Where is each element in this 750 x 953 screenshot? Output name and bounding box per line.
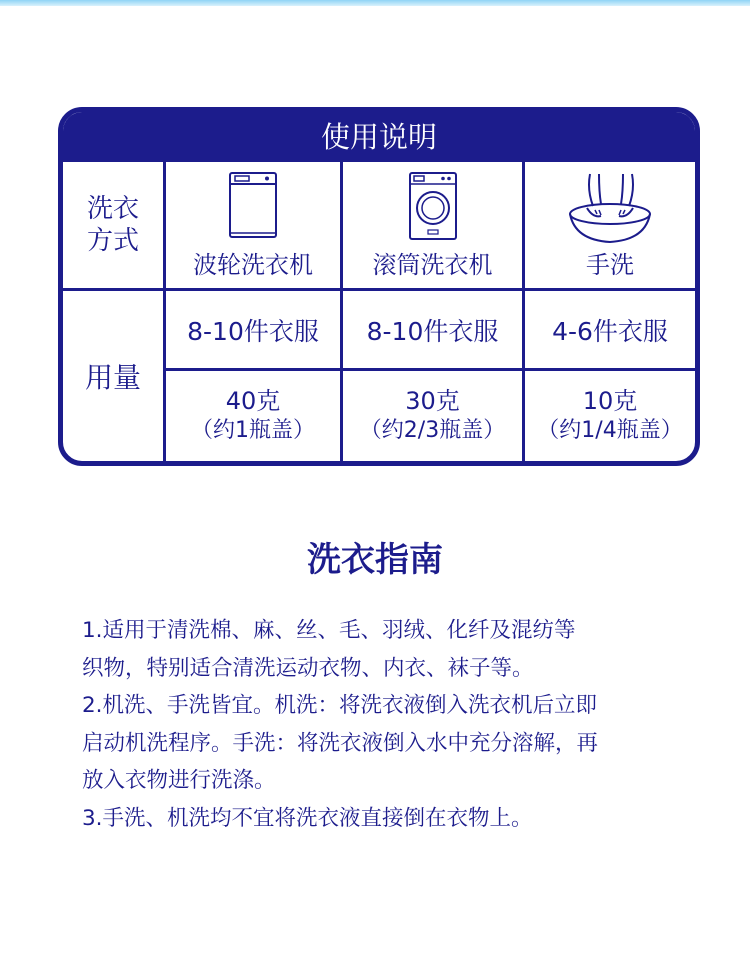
dosage-grams: 40克 — [225, 387, 281, 415]
method-label-line1: 洗衣 — [86, 194, 139, 224]
method-label-line2: 方式 — [86, 226, 139, 256]
clothes-count: 8-10件衣服 — [366, 316, 499, 346]
method-name-top-loader: 波轮洗衣机 — [193, 251, 313, 279]
usage-instructions-table — [58, 107, 700, 466]
dosage-caps: （约1/4瓶盖） — [537, 418, 683, 443]
method-row-label — [63, 162, 163, 288]
top-loader-washer-icon — [227, 170, 279, 240]
clothes-top-loader — [166, 291, 340, 368]
amount-label: 用量 — [84, 361, 141, 394]
guide-line: 1.适用于清洗棉、麻、丝、毛、羽绒、化纤及混纺等 — [82, 618, 576, 643]
guide-text — [82, 612, 682, 838]
dosage-caps: （约2/3瓶盖） — [359, 418, 506, 443]
hand-wash-basin-icon — [565, 170, 655, 246]
dosage-caps: （约1瓶盖） — [191, 418, 315, 443]
dosage-grams: 30克 — [405, 387, 460, 415]
dosage-hand-wash — [525, 371, 695, 461]
method-name-front-loader: 滚筒洗衣机 — [372, 251, 493, 279]
guide-line: 放入衣物进行洗涤。 — [82, 768, 276, 794]
method-cell-hand-wash — [525, 162, 695, 288]
top-decor-strip — [0, 0, 750, 6]
dosage-top-loader — [166, 371, 340, 461]
clothes-hand-wash — [525, 291, 695, 368]
clothes-count: 4-6件衣服 — [552, 316, 668, 346]
guide-line: 启动机洗程序。手洗：将洗衣液倒入水中充分溶解，再 — [82, 730, 599, 756]
method-cell-front-loader — [343, 162, 522, 288]
amount-row-label — [63, 291, 163, 461]
dosage-front-loader — [343, 371, 522, 461]
usage-title: 使用说明 — [63, 112, 695, 162]
method-name-hand-wash: 手洗 — [586, 251, 634, 279]
guide-line: 3.手洗、机洗均不宜将洗衣液直接倒在衣物上。 — [82, 805, 533, 831]
guide-title: 洗衣指南 — [307, 540, 443, 580]
dosage-grams: 10克 — [582, 387, 638, 415]
clothes-front-loader — [343, 291, 522, 368]
clothes-count: 8-10件衣服 — [187, 316, 319, 346]
guide-line: 2.机洗、手洗皆宜。机洗：将洗衣液倒入洗衣机后立即 — [82, 693, 598, 719]
guide-line: 织物，特别适合清洗运动衣物、内衣、袜子等。 — [82, 655, 534, 681]
front-loader-washer-icon — [407, 170, 459, 242]
method-cell-top-loader — [166, 162, 340, 288]
